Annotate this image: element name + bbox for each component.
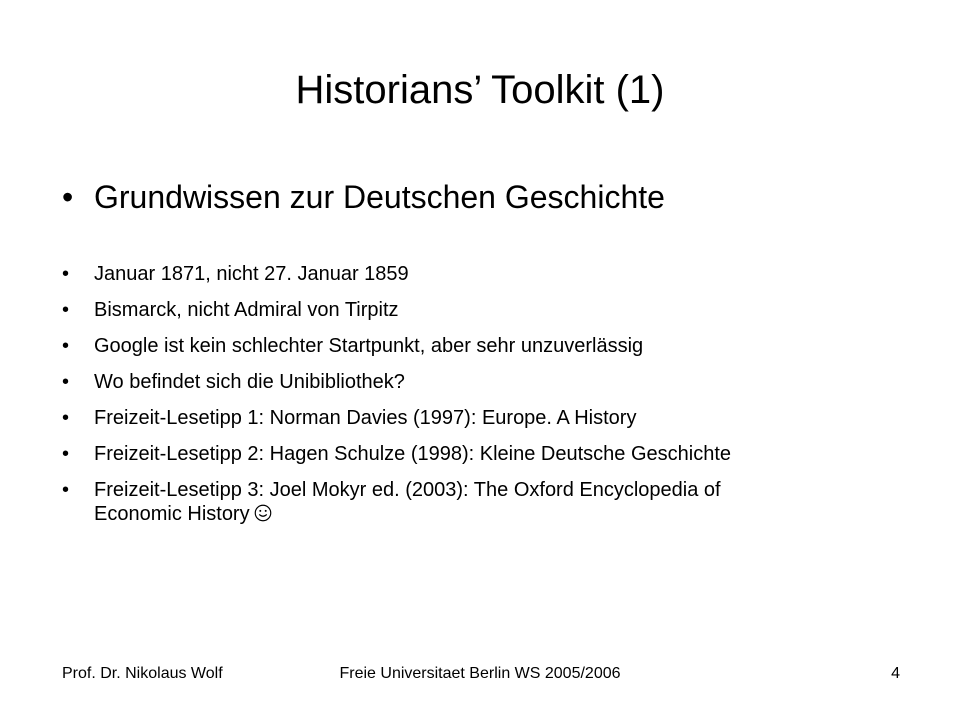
footer-author: Prof. Dr. Nikolaus Wolf (62, 665, 223, 682)
bullet-marker: • (62, 479, 70, 501)
list-item (62, 298, 922, 322)
list-item-text: Bismarck, nicht Admiral von Tirpitz (94, 299, 399, 321)
bullet-marker: • (62, 407, 70, 429)
sub-bullet-list (62, 262, 922, 538)
list-item-text: Freizeit-Lesetipp 1: Norman Davies (1997): Europe. A History (94, 407, 637, 429)
list-item-text: Januar 1871, nicht 27. Januar 1859 (94, 263, 409, 285)
list-item-text: Freizeit-Lesetipp 3: Joel Mokyr ed. (2003): The Oxford Encyclopedia of (94, 479, 721, 501)
bullet-marker: • (62, 179, 74, 215)
list-item-continuation (94, 502, 922, 526)
list-item (62, 334, 922, 358)
bullet-marker: • (62, 371, 70, 393)
list-item (62, 406, 922, 430)
bullet-marker: • (62, 335, 70, 357)
list-item-tail: Economic History (94, 503, 250, 525)
slide-title: Historians’ Toolkit (1) (295, 68, 665, 112)
bullet-marker: • (62, 299, 70, 321)
list-item-text: Wo befindet sich die Unibibliothek? (94, 371, 405, 393)
list-item (62, 262, 922, 286)
bullet-marker: • (62, 443, 70, 465)
list-item (62, 478, 922, 526)
list-item (62, 442, 922, 466)
bullet-marker: • (62, 263, 70, 285)
page-number: 4 (891, 665, 900, 682)
list-item-text: Google ist kein schlechter Startpunkt, aber sehr unzuverlässig (94, 335, 644, 357)
smiley-face-icon (254, 504, 272, 522)
main-bullet-text: Grundwissen zur Deutschen Geschichte (94, 179, 665, 215)
list-item-text: Freizeit-Lesetipp 2: Hagen Schulze (1998): Kleine Deutsche Geschichte (94, 443, 732, 465)
list-item (62, 370, 922, 394)
footer-institution: Freie Universitaet Berlin WS 2005/2006 (339, 665, 621, 682)
